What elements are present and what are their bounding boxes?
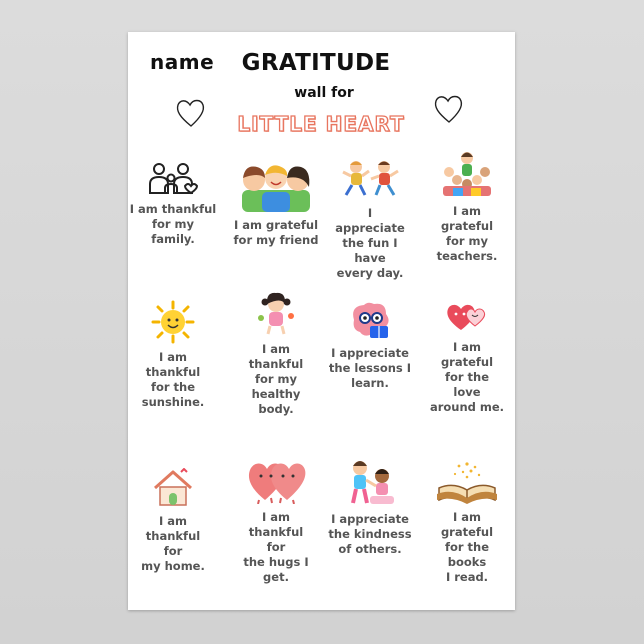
family-icon: [147, 160, 199, 196]
gratitude-poster: [128, 32, 515, 610]
gratitude-item-home: [125, 468, 221, 574]
gratitude-text: I appreciate the kindness of others.: [328, 512, 412, 556]
gratitude-text: I am thankful for the hugs I get.: [243, 510, 309, 584]
gratitude-item-hugs: [228, 456, 324, 585]
gratitude-item-friend: [228, 160, 324, 248]
kids-playing-icon: [338, 160, 402, 200]
name-label: name: [150, 50, 215, 74]
open-book-icon: [435, 462, 499, 504]
gratitude-item-love: [419, 300, 515, 415]
gratitude-text: I am grateful for my teachers.: [436, 204, 498, 263]
gratitude-text: I am thankful for the sunshine.: [141, 350, 205, 409]
friends-hug-icon: [238, 160, 314, 212]
gratitude-text: I am grateful for the books I read.: [440, 510, 494, 584]
gratitude-item-family: [125, 160, 221, 247]
sun-icon: [151, 300, 195, 344]
gratitude-text: I am thankful for my home.: [141, 514, 205, 573]
gratitude-text: I am grateful for the love around me.: [429, 340, 505, 414]
heart-doodle-icon: [174, 96, 208, 130]
gratitude-item-sunshine: [125, 300, 221, 410]
hugging-hearts-icon: [245, 456, 307, 504]
poster-subtitle-styled: LITTLE HEART: [237, 112, 405, 136]
healthy-girl-icon: [256, 292, 296, 336]
brain-book-icon: [346, 300, 394, 340]
gratitude-item-teachers: [419, 150, 515, 264]
heart-doodle-icon: [432, 92, 466, 126]
gratitude-text: I am grateful for my friend: [233, 218, 319, 247]
house-icon: [151, 468, 195, 508]
poster-subtitle: wall for: [294, 85, 354, 101]
kind-kids-icon: [340, 458, 400, 506]
gratitude-item-lessons: [322, 300, 418, 391]
gratitude-item-kindness: [322, 458, 418, 557]
gratitude-item-books: [419, 462, 515, 585]
hearts-icon: [445, 300, 489, 334]
gratitude-text: I am thankful for my healthy body.: [248, 342, 304, 416]
poster-title: GRATITUDE: [241, 50, 391, 76]
gratitude-text: I appreciate the fun I have every day.: [335, 206, 405, 280]
gratitude-text: I am thankful for my family.: [129, 202, 217, 246]
gratitude-text: I appreciate the lessons I learn.: [328, 346, 412, 390]
gratitude-item-healthy-body: [228, 292, 324, 417]
teacher-class-icon: [439, 150, 495, 198]
gratitude-item-fun: [322, 160, 418, 281]
